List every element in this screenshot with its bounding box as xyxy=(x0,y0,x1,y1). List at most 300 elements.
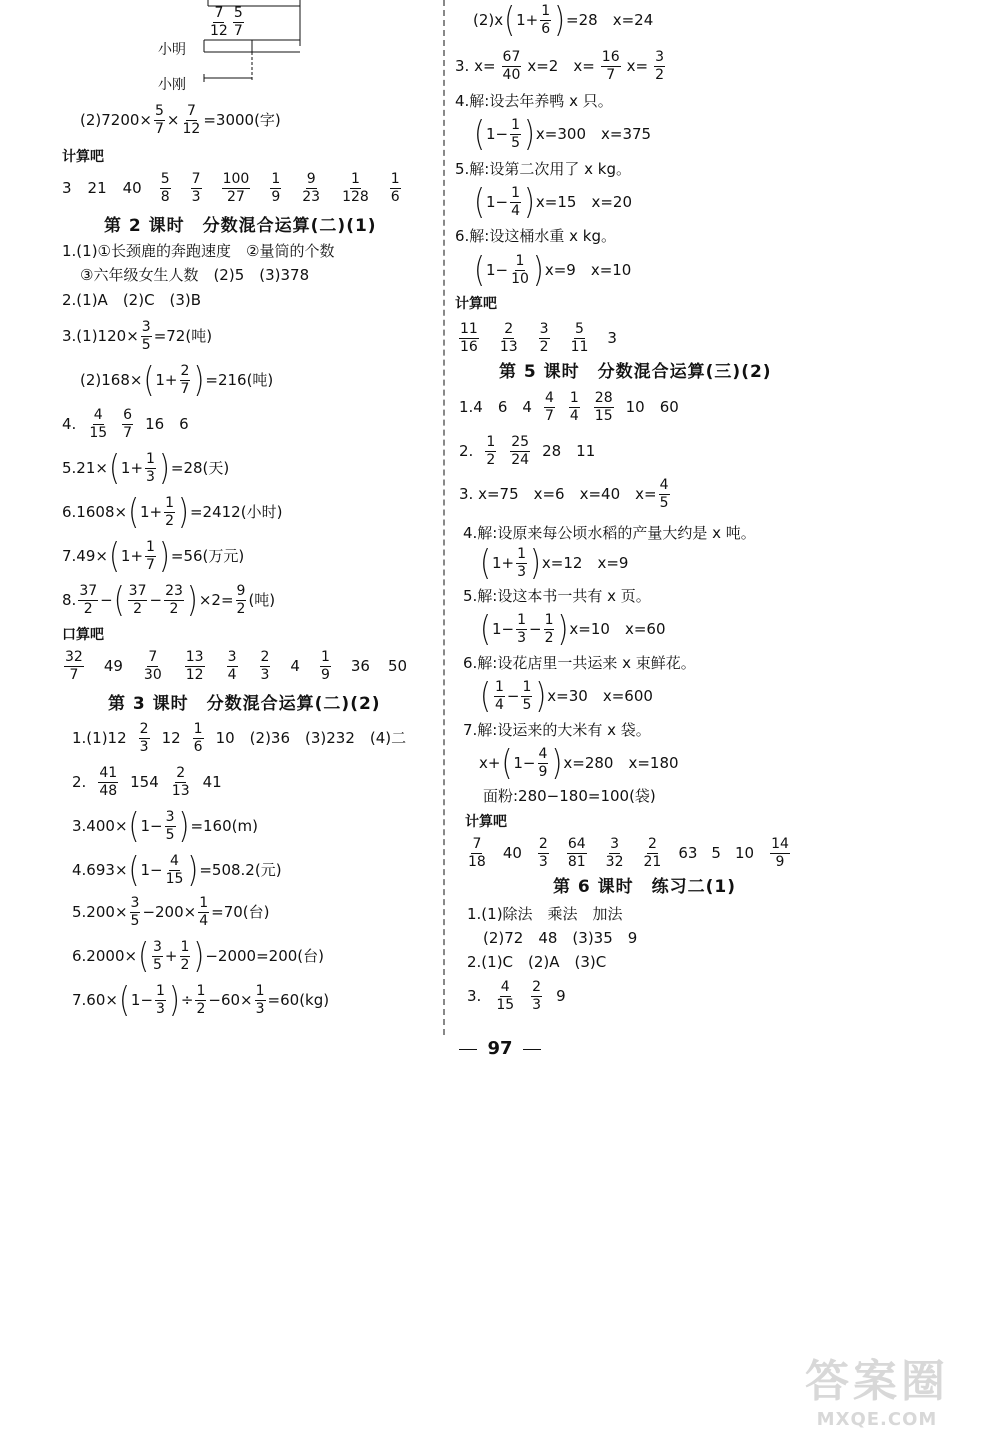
jisuan-answer: 40 xyxy=(122,178,142,197)
kousuan-answer xyxy=(185,650,205,682)
r4b-result: x=15 x=20 xyxy=(535,192,632,211)
numerator: 13 xyxy=(185,648,204,665)
numerator: 1 xyxy=(165,494,175,511)
s6b-frac1 xyxy=(494,680,505,712)
r3b-result: x=300 x=375 xyxy=(535,124,652,143)
p6-result: −2000=200(台) xyxy=(205,946,325,965)
diagram-frac-7-12 xyxy=(209,6,229,38)
q7-frac xyxy=(145,540,156,572)
numerator: 7 xyxy=(191,170,201,187)
p5-frac2 xyxy=(198,896,209,928)
p4-lparen: ( xyxy=(128,848,140,890)
heading-jisuan-right: 计算吧 xyxy=(455,296,497,312)
denominator: 9 xyxy=(775,853,785,870)
q6-lparen: ( xyxy=(128,490,139,532)
answer-r3: 4.解:设去年养鸭 x 只。 xyxy=(455,92,613,110)
numerator: 1 xyxy=(146,538,155,555)
diagram-frac-5-7 xyxy=(233,6,244,38)
numerator: 1 xyxy=(486,433,496,450)
jisuan-answer xyxy=(459,322,479,354)
numerator: 1 xyxy=(255,982,265,999)
s5b-rparen: ) xyxy=(557,607,569,649)
numerator: 5 xyxy=(233,5,243,21)
q8-frac4 xyxy=(236,584,247,616)
p7-result: =60(kg) xyxy=(267,990,330,1009)
q7-one-plus: 1+ xyxy=(120,546,144,565)
numerator: 4 xyxy=(544,389,554,406)
q7-lparen: ( xyxy=(108,534,120,576)
denominator: 27 xyxy=(227,188,245,205)
numerator: 37 xyxy=(79,582,98,599)
denominator: 11 xyxy=(570,338,589,355)
denominator: 4 xyxy=(569,407,579,424)
b1-text: (2)7200× xyxy=(80,110,152,129)
q8-minus: − xyxy=(100,590,113,609)
p6-frac1 xyxy=(152,940,163,972)
r2-frac1 xyxy=(502,50,522,82)
q7-result: =56(万元) xyxy=(170,546,245,565)
answer-s7: 7.解:设运来的大米有 x 袋。 xyxy=(463,721,651,739)
r5b-one-minus: 1− xyxy=(485,260,509,279)
q5-rparen: ) xyxy=(158,446,170,488)
q3b-one-plus: 1+ xyxy=(155,370,178,389)
numerator: 1 xyxy=(350,170,360,187)
jisuan-answer xyxy=(270,172,281,204)
numerator: 9 xyxy=(236,582,246,599)
watermark xyxy=(762,1345,992,1430)
s5b-frac2 xyxy=(544,613,555,645)
denominator: 9 xyxy=(320,666,330,683)
q8-frac2 xyxy=(128,584,148,616)
s6b-lparen: ( xyxy=(480,674,491,716)
r4b-rparen: ) xyxy=(523,180,535,222)
p7-text: 7.60× xyxy=(72,990,118,1009)
denominator: 2 xyxy=(133,600,143,617)
s1-text: 1.4 6 4 xyxy=(459,397,532,416)
numerator: 6 xyxy=(123,406,133,423)
answer-u1: 1.(1)除法 乘法 加法 xyxy=(467,905,623,923)
jisuan-answer xyxy=(301,172,321,204)
denominator: 81 xyxy=(567,853,586,870)
numerator: 4 xyxy=(659,476,669,493)
jisuan-answer: 3 xyxy=(62,178,72,197)
denominator: 15 xyxy=(594,407,613,424)
p5-minus: −200× xyxy=(142,902,197,921)
p3-rparen: ) xyxy=(178,804,190,846)
denominator: 3 xyxy=(156,1000,165,1017)
p1-rest: 10 (2)36 (3)232 (4)二 xyxy=(215,728,407,747)
numerator: 3 xyxy=(165,808,175,825)
jisuan-answer xyxy=(539,322,550,354)
s7b-x-plus: x+ xyxy=(479,753,501,772)
denominator: 7 xyxy=(180,380,190,397)
s7b-result: x=280 x=180 xyxy=(563,753,679,772)
numerator: 5 xyxy=(160,170,170,187)
p3-lparen: ( xyxy=(128,804,140,846)
p7-lparen: ( xyxy=(118,978,130,1020)
jisuan-answer: 5 xyxy=(711,843,721,862)
p2-text: 2. xyxy=(72,772,87,791)
q6-one-plus: 1+ xyxy=(140,502,163,521)
numerator: 1 xyxy=(517,545,526,562)
q4-frac1 xyxy=(88,408,108,440)
b1-frac1 xyxy=(154,104,165,136)
s5b-one-minus: 1− xyxy=(491,619,515,638)
r2-x: x= xyxy=(626,56,649,75)
jisuan-answer xyxy=(341,172,370,204)
denominator: 7 xyxy=(69,666,79,683)
jisuan-answer: 3 xyxy=(607,328,617,347)
denominator: 5 xyxy=(153,956,162,973)
r3b-one-minus: 1− xyxy=(485,124,509,143)
r3b-lparen: ( xyxy=(474,112,485,154)
answer-r5: 6.解:设这桶水重 x kg。 xyxy=(455,227,616,245)
q6-result: =2412(小时) xyxy=(189,502,283,521)
denominator: 3 xyxy=(139,738,149,755)
r1-one-plus: 1+ xyxy=(516,10,539,29)
jisuan-answer xyxy=(643,837,663,869)
s2-frac1 xyxy=(485,435,496,467)
kousuan-answer: 4 xyxy=(290,656,300,675)
denominator: 4 xyxy=(511,202,520,219)
jisuan-answer: 21 xyxy=(87,178,107,197)
answer-s4: 4.解:设原来每公顷水稻的产量大约是 x 吨。 xyxy=(463,524,756,542)
kousuan-answer xyxy=(143,650,163,682)
u3-text: 3. xyxy=(467,986,482,1005)
denominator: 3 xyxy=(255,1000,265,1017)
p4-result: =508.2(元) xyxy=(199,860,282,879)
p7-minus: −60× xyxy=(208,990,253,1009)
watermark-site: MXQE.COM xyxy=(816,1409,938,1430)
q3b-text: (2)168× xyxy=(80,370,143,389)
denominator: 7 xyxy=(123,424,133,441)
numerator: 1 xyxy=(271,170,281,187)
p2-frac2 xyxy=(171,766,191,798)
q3b-result: =216(吨) xyxy=(205,370,274,389)
denominator: 7 xyxy=(544,407,554,424)
numerator: 11 xyxy=(460,320,478,337)
denominator: 9 xyxy=(271,188,281,205)
q6-frac xyxy=(164,496,175,528)
kousuan-answer xyxy=(64,650,84,682)
numerator: 4 xyxy=(93,406,103,423)
r1-text: (2)x xyxy=(473,10,504,29)
answer-q1: 1.(1)①长颈鹿的奔跑速度 ②量筒的个数 xyxy=(62,242,335,260)
r3b-rparen: ) xyxy=(523,112,535,154)
jisuan-answer xyxy=(222,172,251,204)
kousuan-answer: 50 xyxy=(387,656,408,675)
denominator: 2 xyxy=(236,600,246,617)
q3b-lparen: ( xyxy=(143,358,155,400)
kousuan-answer xyxy=(227,650,238,682)
numerator: 1 xyxy=(199,894,209,911)
s1-frac1 xyxy=(544,391,555,423)
numerator: 2 xyxy=(532,978,542,995)
b1-result: =3000(字) xyxy=(203,110,281,129)
denominator: 7 xyxy=(146,556,155,573)
jisuan-answer xyxy=(570,322,590,354)
s3-text: 3. x=75 x=6 x=40 x= xyxy=(459,484,657,503)
r4b-frac xyxy=(510,186,521,218)
denominator: 2 xyxy=(655,66,664,83)
p6-lparen: ( xyxy=(138,934,149,976)
answer-s7c: 面粉:280−180=100(袋) xyxy=(483,787,656,805)
r2-frac2 xyxy=(601,50,621,82)
denominator: 5 xyxy=(659,494,669,511)
r5b-frac xyxy=(510,254,530,286)
q8-minus2: − xyxy=(149,590,163,609)
r2-mid: x=2 x= xyxy=(527,56,595,75)
denominator: 4 xyxy=(199,912,209,929)
denominator: 10 xyxy=(511,270,529,287)
s5b-frac1 xyxy=(516,613,527,645)
p1-frac1 xyxy=(139,722,150,754)
numerator: 5 xyxy=(155,102,164,119)
numerator: 3 xyxy=(655,48,664,65)
q8-times-two: ×2= xyxy=(198,590,234,609)
q8-frac3 xyxy=(164,584,184,616)
s2-rest: 28 11 xyxy=(542,441,596,460)
numerator: 3 xyxy=(153,938,162,955)
numerator: 3 xyxy=(610,835,620,852)
q5-result: =28(天) xyxy=(170,458,230,477)
numerator: 9 xyxy=(306,170,316,187)
p6-text: 6.2000× xyxy=(72,946,138,965)
numerator: 1 xyxy=(146,450,155,467)
lesson-2-title: 第 2 课时 分数混合运算(二)(1) xyxy=(104,216,377,236)
s1-frac3 xyxy=(594,391,614,423)
s7b-lparen: ( xyxy=(501,741,513,783)
numerator: 1 xyxy=(180,938,190,955)
answer-r4: 5.解:设第二次用了 x kg。 xyxy=(455,160,631,178)
numerator: 2 xyxy=(538,835,548,852)
denominator: 48 xyxy=(99,782,118,799)
p4-rparen: ) xyxy=(187,848,199,890)
page-number-dash-right xyxy=(523,1049,541,1050)
s4b-frac xyxy=(516,547,527,579)
q6-rparen: ) xyxy=(178,490,189,532)
numerator: 1 xyxy=(522,678,532,695)
p4-frac xyxy=(165,854,185,886)
p5-result: =70(台) xyxy=(211,902,270,921)
kousuan-answer xyxy=(320,650,331,682)
numerator: 1 xyxy=(320,648,330,665)
page-number xyxy=(0,1038,1000,1059)
lesson-5-title: 第 5 课时 分数混合运算(三)(2) xyxy=(499,362,772,382)
s3-frac xyxy=(659,478,670,510)
denominator: 2 xyxy=(539,338,549,355)
p7-frac1 xyxy=(155,984,166,1016)
denominator: 15 xyxy=(165,870,184,887)
answer-q2: 2.(1)A (2)C (3)B xyxy=(62,291,202,309)
p2-41: 41 xyxy=(202,772,222,791)
numerator: 3 xyxy=(141,318,151,335)
p2-frac1 xyxy=(98,766,118,798)
denominator: 3 xyxy=(538,853,548,870)
numerator: 1 xyxy=(494,678,504,695)
p5-text: 5.200× xyxy=(72,902,128,921)
page-number-dash-left xyxy=(459,1049,477,1050)
numerator: 32 xyxy=(65,648,83,665)
b1-frac2 xyxy=(182,104,202,136)
answer-s5: 5.解:设这本书一共有 x 页。 xyxy=(463,587,651,605)
q6-text: 6.1608× xyxy=(62,502,128,521)
numerator: 1 xyxy=(541,2,551,19)
numerator: 1 xyxy=(515,252,525,269)
p6-plus: + xyxy=(164,946,178,965)
denominator: 2 xyxy=(486,451,496,468)
numerator: 3 xyxy=(130,894,140,911)
u3-nine: 9 xyxy=(556,986,566,1005)
p4-text: 4.693× xyxy=(72,860,128,879)
numerator: 1 xyxy=(196,982,206,999)
diagram-fractions xyxy=(207,6,246,38)
r4b-lparen: ( xyxy=(474,180,485,222)
p3-text: 3.400× xyxy=(72,816,128,835)
s5b-result: x=10 x=60 xyxy=(569,619,666,638)
p7-frac2 xyxy=(195,984,206,1016)
denominator: 24 xyxy=(511,451,530,468)
label-xiaoming: 小明 xyxy=(158,42,186,58)
r2-text: 3. x= xyxy=(455,56,496,75)
column-divider xyxy=(443,0,445,1035)
jisuan-answer: 40 xyxy=(502,843,522,862)
numerator: 3 xyxy=(227,648,237,665)
numerator: 23 xyxy=(165,582,183,599)
numerator: 3 xyxy=(539,320,549,337)
numerator: 16 xyxy=(601,48,620,65)
numerator: 2 xyxy=(139,720,149,737)
p3-result: =160(m) xyxy=(190,816,258,835)
page-number-text: 97 xyxy=(487,1038,513,1059)
p6-frac2 xyxy=(180,940,191,972)
p1-frac2 xyxy=(193,722,204,754)
denominator: 32 xyxy=(605,853,624,870)
numerator: 28 xyxy=(594,389,613,406)
q3-frac xyxy=(141,320,152,352)
q3-result: =72(吨) xyxy=(153,326,213,345)
s6b-minus: − xyxy=(506,686,520,705)
denominator: 5 xyxy=(130,912,140,929)
answer-u1b: (2)72 48 (3)35 9 xyxy=(483,929,638,947)
s1-rest: 10 60 xyxy=(625,397,679,416)
denominator: 5 xyxy=(511,134,520,151)
numerator: 4 xyxy=(500,978,510,995)
p5-frac1 xyxy=(130,896,141,928)
denominator: 3 xyxy=(260,666,270,683)
denominator: 2 xyxy=(544,629,554,646)
answer-u2: 2.(1)C (2)A (3)C xyxy=(467,953,607,971)
denominator: 7 xyxy=(606,66,616,83)
denominator: 2 xyxy=(83,600,93,617)
answer-s6: 6.解:设花店里一共运来 x 束鲜花。 xyxy=(463,654,696,672)
numerator: 4 xyxy=(170,852,179,869)
q8-lparen: ( xyxy=(113,578,125,620)
denominator: 16 xyxy=(460,338,478,355)
heading-jisuan-right-2: 计算吧 xyxy=(465,814,507,830)
s7b-rparen: ) xyxy=(551,741,563,783)
denominator: 12 xyxy=(182,120,201,137)
numerator: 1 xyxy=(544,611,554,628)
s7b-frac xyxy=(538,747,549,779)
p6-rparen: ) xyxy=(193,934,205,976)
q8-frac1 xyxy=(78,584,98,616)
denominator: 2 xyxy=(165,512,175,529)
r3b-frac xyxy=(510,118,521,150)
r5b-lparen: ( xyxy=(474,248,485,290)
q3b-frac xyxy=(180,364,191,396)
denominator: 12 xyxy=(210,22,228,39)
numerator: 1 xyxy=(193,720,203,737)
s7b-one-minus: 1− xyxy=(513,753,536,772)
numerator: 2 xyxy=(260,648,270,665)
q3b-rparen: ) xyxy=(193,358,205,400)
numerator: 5 xyxy=(575,320,584,337)
numerator: 41 xyxy=(99,764,118,781)
q7-text: 7.49× xyxy=(62,546,108,565)
numerator: 1 xyxy=(569,389,579,406)
kousuan-answer xyxy=(260,650,271,682)
denominator: 2 xyxy=(196,1000,206,1017)
denominator: 5 xyxy=(141,336,151,353)
denominator: 23 xyxy=(302,188,321,205)
lesson-3-title: 第 3 课时 分数混合运算(二)(2) xyxy=(108,694,381,714)
numerator: 67 xyxy=(502,48,521,65)
numerator: 25 xyxy=(511,433,530,450)
denominator: 2 xyxy=(169,600,179,617)
denominator: 13 xyxy=(499,338,518,355)
numerator: 4 xyxy=(538,745,548,762)
denominator: 6 xyxy=(541,20,551,37)
numerator: 37 xyxy=(128,582,147,599)
r4b-one-minus: 1− xyxy=(485,192,509,211)
u3-frac1 xyxy=(495,980,515,1012)
r1-rparen: ) xyxy=(554,0,566,40)
label-xiaogang: 小刚 xyxy=(158,77,186,93)
denominator: 18 xyxy=(468,853,486,870)
s6b-result: x=30 x=600 xyxy=(547,686,653,705)
numerator: 1 xyxy=(517,611,526,628)
q5-one-plus: 1+ xyxy=(120,458,144,477)
denominator: 21 xyxy=(643,853,662,870)
p7-one-minus: 1− xyxy=(130,990,154,1009)
s6b-rparen: ) xyxy=(535,674,547,716)
jisuan-answer: 10 xyxy=(734,843,755,862)
kousuan-answer: 36 xyxy=(350,656,370,675)
jisuan-answer xyxy=(499,322,519,354)
denominator: 40 xyxy=(502,66,521,83)
denominator: 3 xyxy=(191,188,201,205)
q5-lparen: ( xyxy=(108,446,120,488)
denominator: 3 xyxy=(146,468,155,485)
lesson-6-title: 第 6 课时 练习二(1) xyxy=(553,877,737,897)
jisuan-answer: 63 xyxy=(678,843,698,862)
denominator: 2 xyxy=(180,956,190,973)
s6b-frac2 xyxy=(521,680,532,712)
b1-times: × xyxy=(166,110,180,129)
q3-text: 3.(1)120× xyxy=(62,326,139,345)
numerator: 7 xyxy=(472,835,482,852)
p7-frac3 xyxy=(255,984,266,1016)
heading-jisuan-left: 计算吧 xyxy=(62,149,104,165)
numerator: 7 xyxy=(148,648,158,665)
numerator: 2 xyxy=(180,362,190,379)
jisuan-answer xyxy=(605,837,625,869)
numerator: 14 xyxy=(771,835,789,852)
r2-frac3 xyxy=(654,50,665,82)
s2-frac2 xyxy=(510,435,530,467)
denominator: 15 xyxy=(89,424,108,441)
